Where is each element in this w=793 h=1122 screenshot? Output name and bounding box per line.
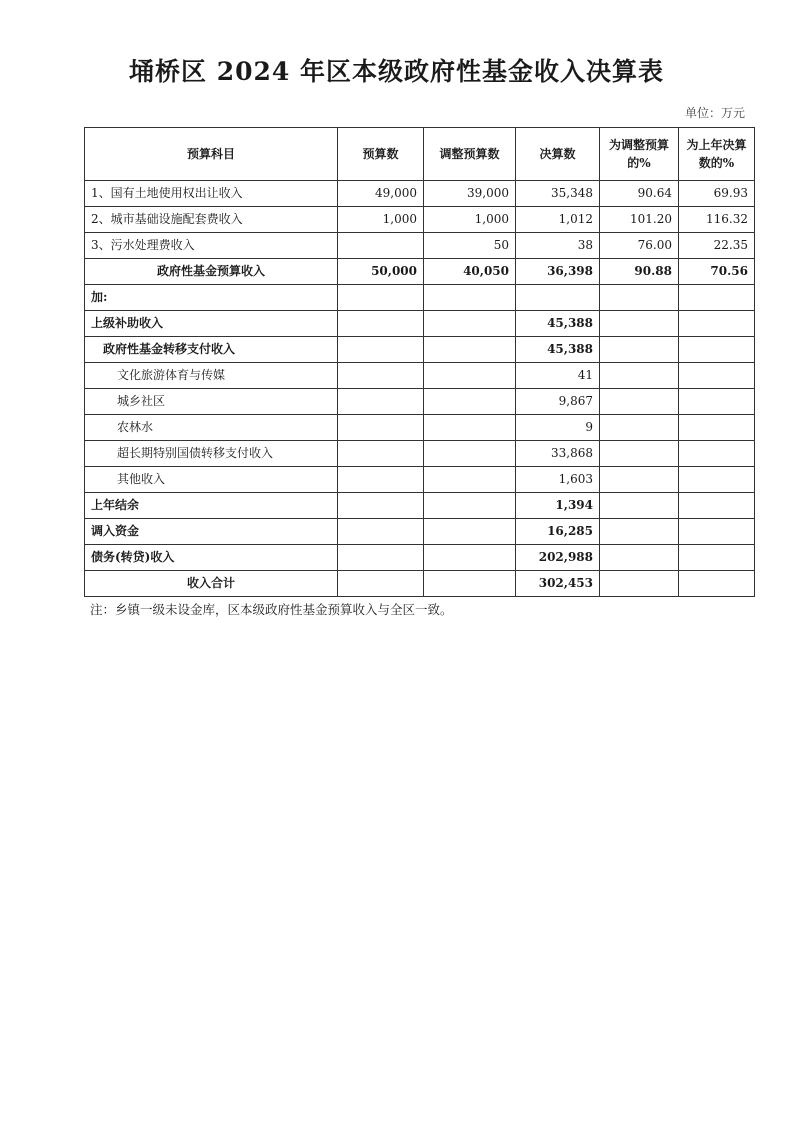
row-pct-adjusted (600, 519, 679, 545)
row-pct-last (679, 285, 755, 311)
row-final: 1,603 (516, 467, 600, 493)
row-name: 3、污水处理费收入 (85, 233, 338, 259)
table-row (85, 285, 755, 311)
table-row (85, 389, 755, 415)
row-budget (338, 415, 424, 441)
row-adjusted: 1,000 (424, 207, 516, 233)
table-row-subtotal (85, 259, 755, 285)
row-pct-last (679, 389, 755, 415)
table-row (85, 467, 755, 493)
table-row (85, 363, 755, 389)
row-pct-last: 116.32 (679, 207, 755, 233)
row-pct-adjusted (600, 545, 679, 571)
table-row (85, 311, 755, 337)
row-pct-adjusted: 76.00 (600, 233, 679, 259)
table-row-total (85, 571, 755, 597)
row-adjusted (424, 389, 516, 415)
row-pct-last (679, 545, 755, 571)
table-row (85, 233, 755, 259)
row-budget: 49,000 (338, 181, 424, 207)
row-name: 文化旅游体育与传媒 (85, 363, 338, 389)
row-name: 上级补助收入 (85, 311, 338, 337)
row-pct-adjusted (600, 493, 679, 519)
table-row (85, 441, 755, 467)
header-budget-item: 预算科目 (85, 128, 338, 181)
table-row (85, 545, 755, 571)
row-adjusted: 40,050 (424, 259, 516, 285)
row-adjusted (424, 519, 516, 545)
row-final: 9 (516, 415, 600, 441)
row-adjusted: 50 (424, 233, 516, 259)
row-name: 调入资金 (85, 519, 338, 545)
row-budget (338, 337, 424, 363)
header-pct-adjusted: 为调整预算的% (600, 128, 679, 181)
row-budget (338, 571, 424, 597)
row-name: 超长期特别国债转移支付收入 (85, 441, 338, 467)
row-adjusted (424, 285, 516, 311)
row-pct-adjusted (600, 467, 679, 493)
row-name: 加: (85, 285, 338, 311)
row-pct-adjusted (600, 571, 679, 597)
row-adjusted (424, 467, 516, 493)
row-adjusted: 39,000 (424, 181, 516, 207)
row-name: 政府性基金转移支付收入 (85, 337, 338, 363)
row-pct-last: 70.56 (679, 259, 755, 285)
row-pct-adjusted: 90.64 (600, 181, 679, 207)
row-final: 36,398 (516, 259, 600, 285)
row-pct-last (679, 467, 755, 493)
row-pct-adjusted (600, 363, 679, 389)
header-pct-last-year: 为上年决算数的% (679, 128, 755, 181)
header-budget: 预算数 (338, 128, 424, 181)
row-name: 债务(转贷)收入 (85, 545, 338, 571)
row-pct-last (679, 415, 755, 441)
row-pct-adjusted: 90.88 (600, 259, 679, 285)
row-pct-last: 69.93 (679, 181, 755, 207)
row-adjusted (424, 337, 516, 363)
table-row (85, 337, 755, 363)
row-budget (338, 493, 424, 519)
row-pct-last (679, 363, 755, 389)
row-pct-adjusted (600, 389, 679, 415)
row-name: 2、城市基础设施配套费收入 (85, 207, 338, 233)
row-final: 16,285 (516, 519, 600, 545)
row-pct-last (679, 571, 755, 597)
row-pct-last: 22.35 (679, 233, 755, 259)
row-adjusted (424, 441, 516, 467)
page-title: 埇桥区 2024 年区本级政府性基金收入决算表 (129, 57, 664, 86)
row-final (516, 285, 600, 311)
row-name: 上年结余 (85, 493, 338, 519)
row-final: 45,388 (516, 337, 600, 363)
row-pct-adjusted (600, 311, 679, 337)
table-row (85, 415, 755, 441)
row-name: 收入合计 (85, 571, 338, 597)
row-final: 33,868 (516, 441, 600, 467)
row-final: 1,394 (516, 493, 600, 519)
row-pct-last (679, 337, 755, 363)
row-name: 其他收入 (85, 467, 338, 493)
row-budget (338, 467, 424, 493)
unit-label: 单位：万元 (684, 106, 745, 120)
row-name: 农林水 (85, 415, 338, 441)
header-adjusted-budget: 调整预算数 (424, 128, 516, 181)
row-pct-adjusted (600, 285, 679, 311)
row-pct-adjusted: 101.20 (600, 207, 679, 233)
table-header-row (85, 128, 755, 181)
row-adjusted (424, 311, 516, 337)
row-pct-adjusted (600, 441, 679, 467)
row-budget (338, 233, 424, 259)
row-final: 1,012 (516, 207, 600, 233)
row-adjusted (424, 415, 516, 441)
row-adjusted (424, 363, 516, 389)
row-name: 1、国有土地使用权出让收入 (85, 181, 338, 207)
row-final: 302,453 (516, 571, 600, 597)
row-budget (338, 311, 424, 337)
row-final: 202,988 (516, 545, 600, 571)
row-final: 41 (516, 363, 600, 389)
row-adjusted (424, 493, 516, 519)
row-final: 35,348 (516, 181, 600, 207)
header-final: 决算数 (516, 128, 600, 181)
row-budget (338, 363, 424, 389)
row-pct-last (679, 441, 755, 467)
revenue-table (84, 127, 755, 597)
row-budget (338, 389, 424, 415)
table-row (85, 493, 755, 519)
row-final: 45,388 (516, 311, 600, 337)
table-row (85, 181, 755, 207)
row-final: 9,867 (516, 389, 600, 415)
row-adjusted (424, 545, 516, 571)
row-budget (338, 441, 424, 467)
row-name: 城乡社区 (85, 389, 338, 415)
row-pct-adjusted (600, 337, 679, 363)
row-pct-last (679, 311, 755, 337)
row-adjusted (424, 571, 516, 597)
footnote: 注：乡镇一级未设金库，区本级政府性基金预算收入与全区一致。 (90, 602, 453, 617)
row-budget: 1,000 (338, 207, 424, 233)
row-pct-last (679, 519, 755, 545)
row-final: 38 (516, 233, 600, 259)
row-name: 政府性基金预算收入 (85, 259, 338, 285)
row-budget (338, 519, 424, 545)
table-row (85, 207, 755, 233)
table-row (85, 519, 755, 545)
row-budget: 50,000 (338, 259, 424, 285)
row-pct-last (679, 493, 755, 519)
row-budget (338, 285, 424, 311)
row-budget (338, 545, 424, 571)
row-pct-adjusted (600, 415, 679, 441)
